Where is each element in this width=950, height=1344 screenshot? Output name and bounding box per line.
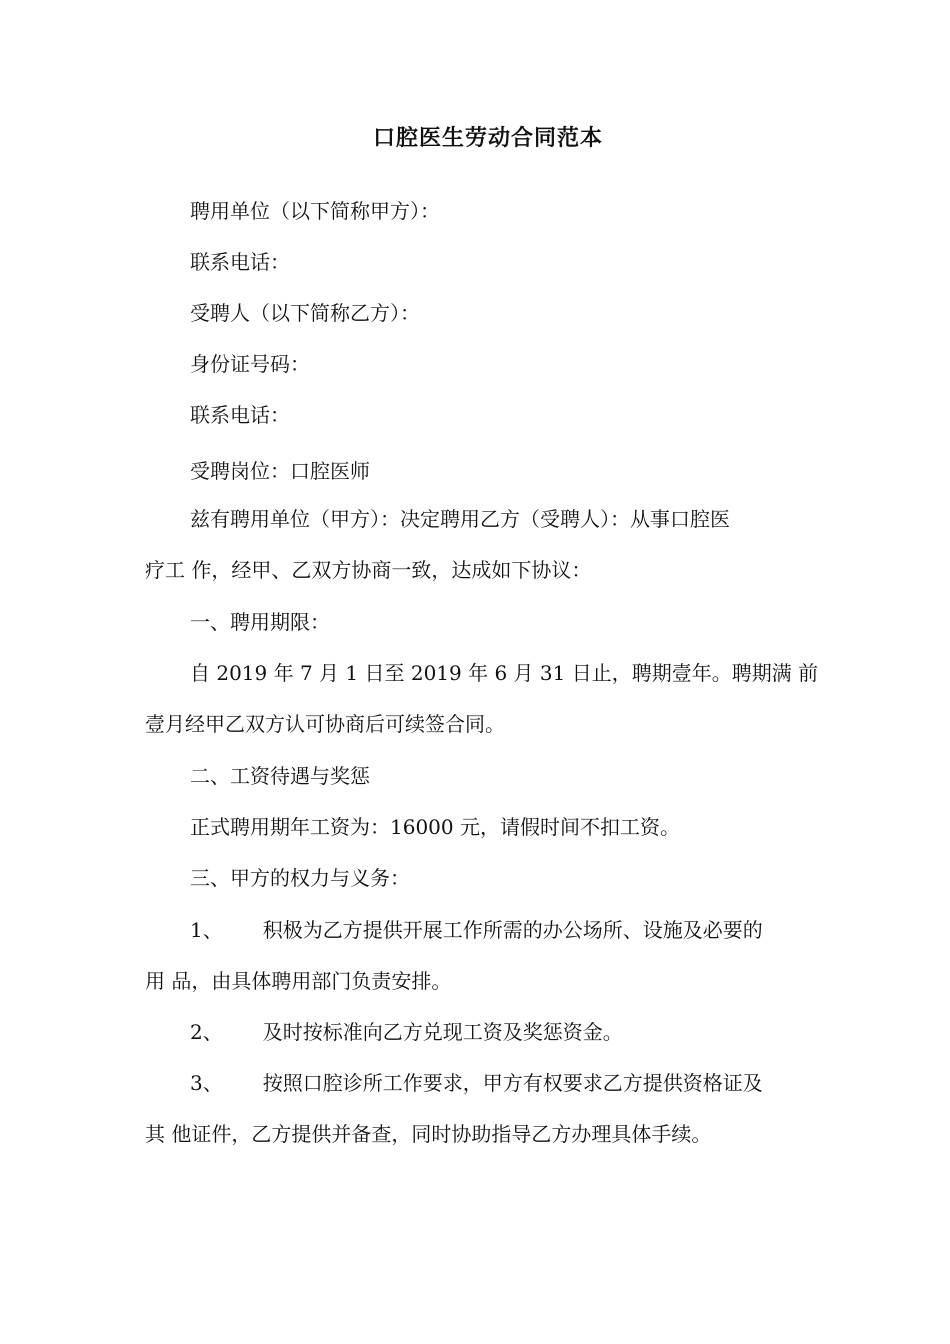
field-employee: 受聘人（以下简称乙方）：	[190, 301, 420, 325]
section-3-item-2	[190, 1018, 623, 1046]
section-2-line-1: 正式聘用期年工资为：16000 元，请假时间不扣工资。	[190, 815, 680, 839]
section-3-heading: 三、甲方的权力与义务：	[190, 866, 410, 890]
section-3-item-1-line-2: 用 品，由具体聘用部门负责安排。	[145, 969, 452, 993]
document-title: 口腔医生劳动合同范本	[372, 126, 603, 151]
section-1-heading: 一、聘用期限：	[190, 610, 330, 634]
section-3-item-3	[190, 1069, 763, 1097]
intro-line-2: 疗工 作，经甲、乙双方协商一致，达成如下协议：	[145, 558, 592, 582]
field-employer: 聘用单位（以下简称甲方）：	[190, 199, 440, 223]
item-number: 1、	[190, 918, 223, 942]
field-id-number: 身份证号码：	[190, 352, 310, 376]
field-employee-phone: 联系电话：	[190, 403, 290, 427]
item-number: 2、	[190, 1020, 223, 1044]
item-number: 3、	[190, 1071, 223, 1095]
intro-line-1: 兹有聘用单位（甲方）：决定聘用乙方（受聘人）：从事口腔医	[190, 507, 730, 531]
field-position: 受聘岗位：口腔医师	[190, 459, 370, 483]
item-text: 按照口腔诊所工作要求，甲方有权要求乙方提供资格证及	[262, 1071, 763, 1095]
section-2-heading: 二、工资待遇与奖惩	[190, 764, 370, 788]
item-text: 及时按标准向乙方兑现工资及奖惩资金。	[262, 1020, 623, 1044]
field-employer-phone: 联系电话：	[190, 250, 290, 274]
section-1-line-2: 壹月经甲乙双方认可协商后可续签合同。	[145, 712, 505, 736]
section-3-item-1	[190, 916, 763, 944]
item-text: 积极为乙方提供开展工作所需的办公场所、设施及必要的	[262, 918, 763, 942]
section-1-line-1: 自 2019 年 7 月 1 日至 2019 年 6 月 31 日止，聘期壹年。聘期满 前	[190, 661, 819, 685]
section-3-item-3-line-2: 其 他证件，乙方提供并备查，同时协助指导乙方办理具体手续。	[145, 1122, 712, 1146]
